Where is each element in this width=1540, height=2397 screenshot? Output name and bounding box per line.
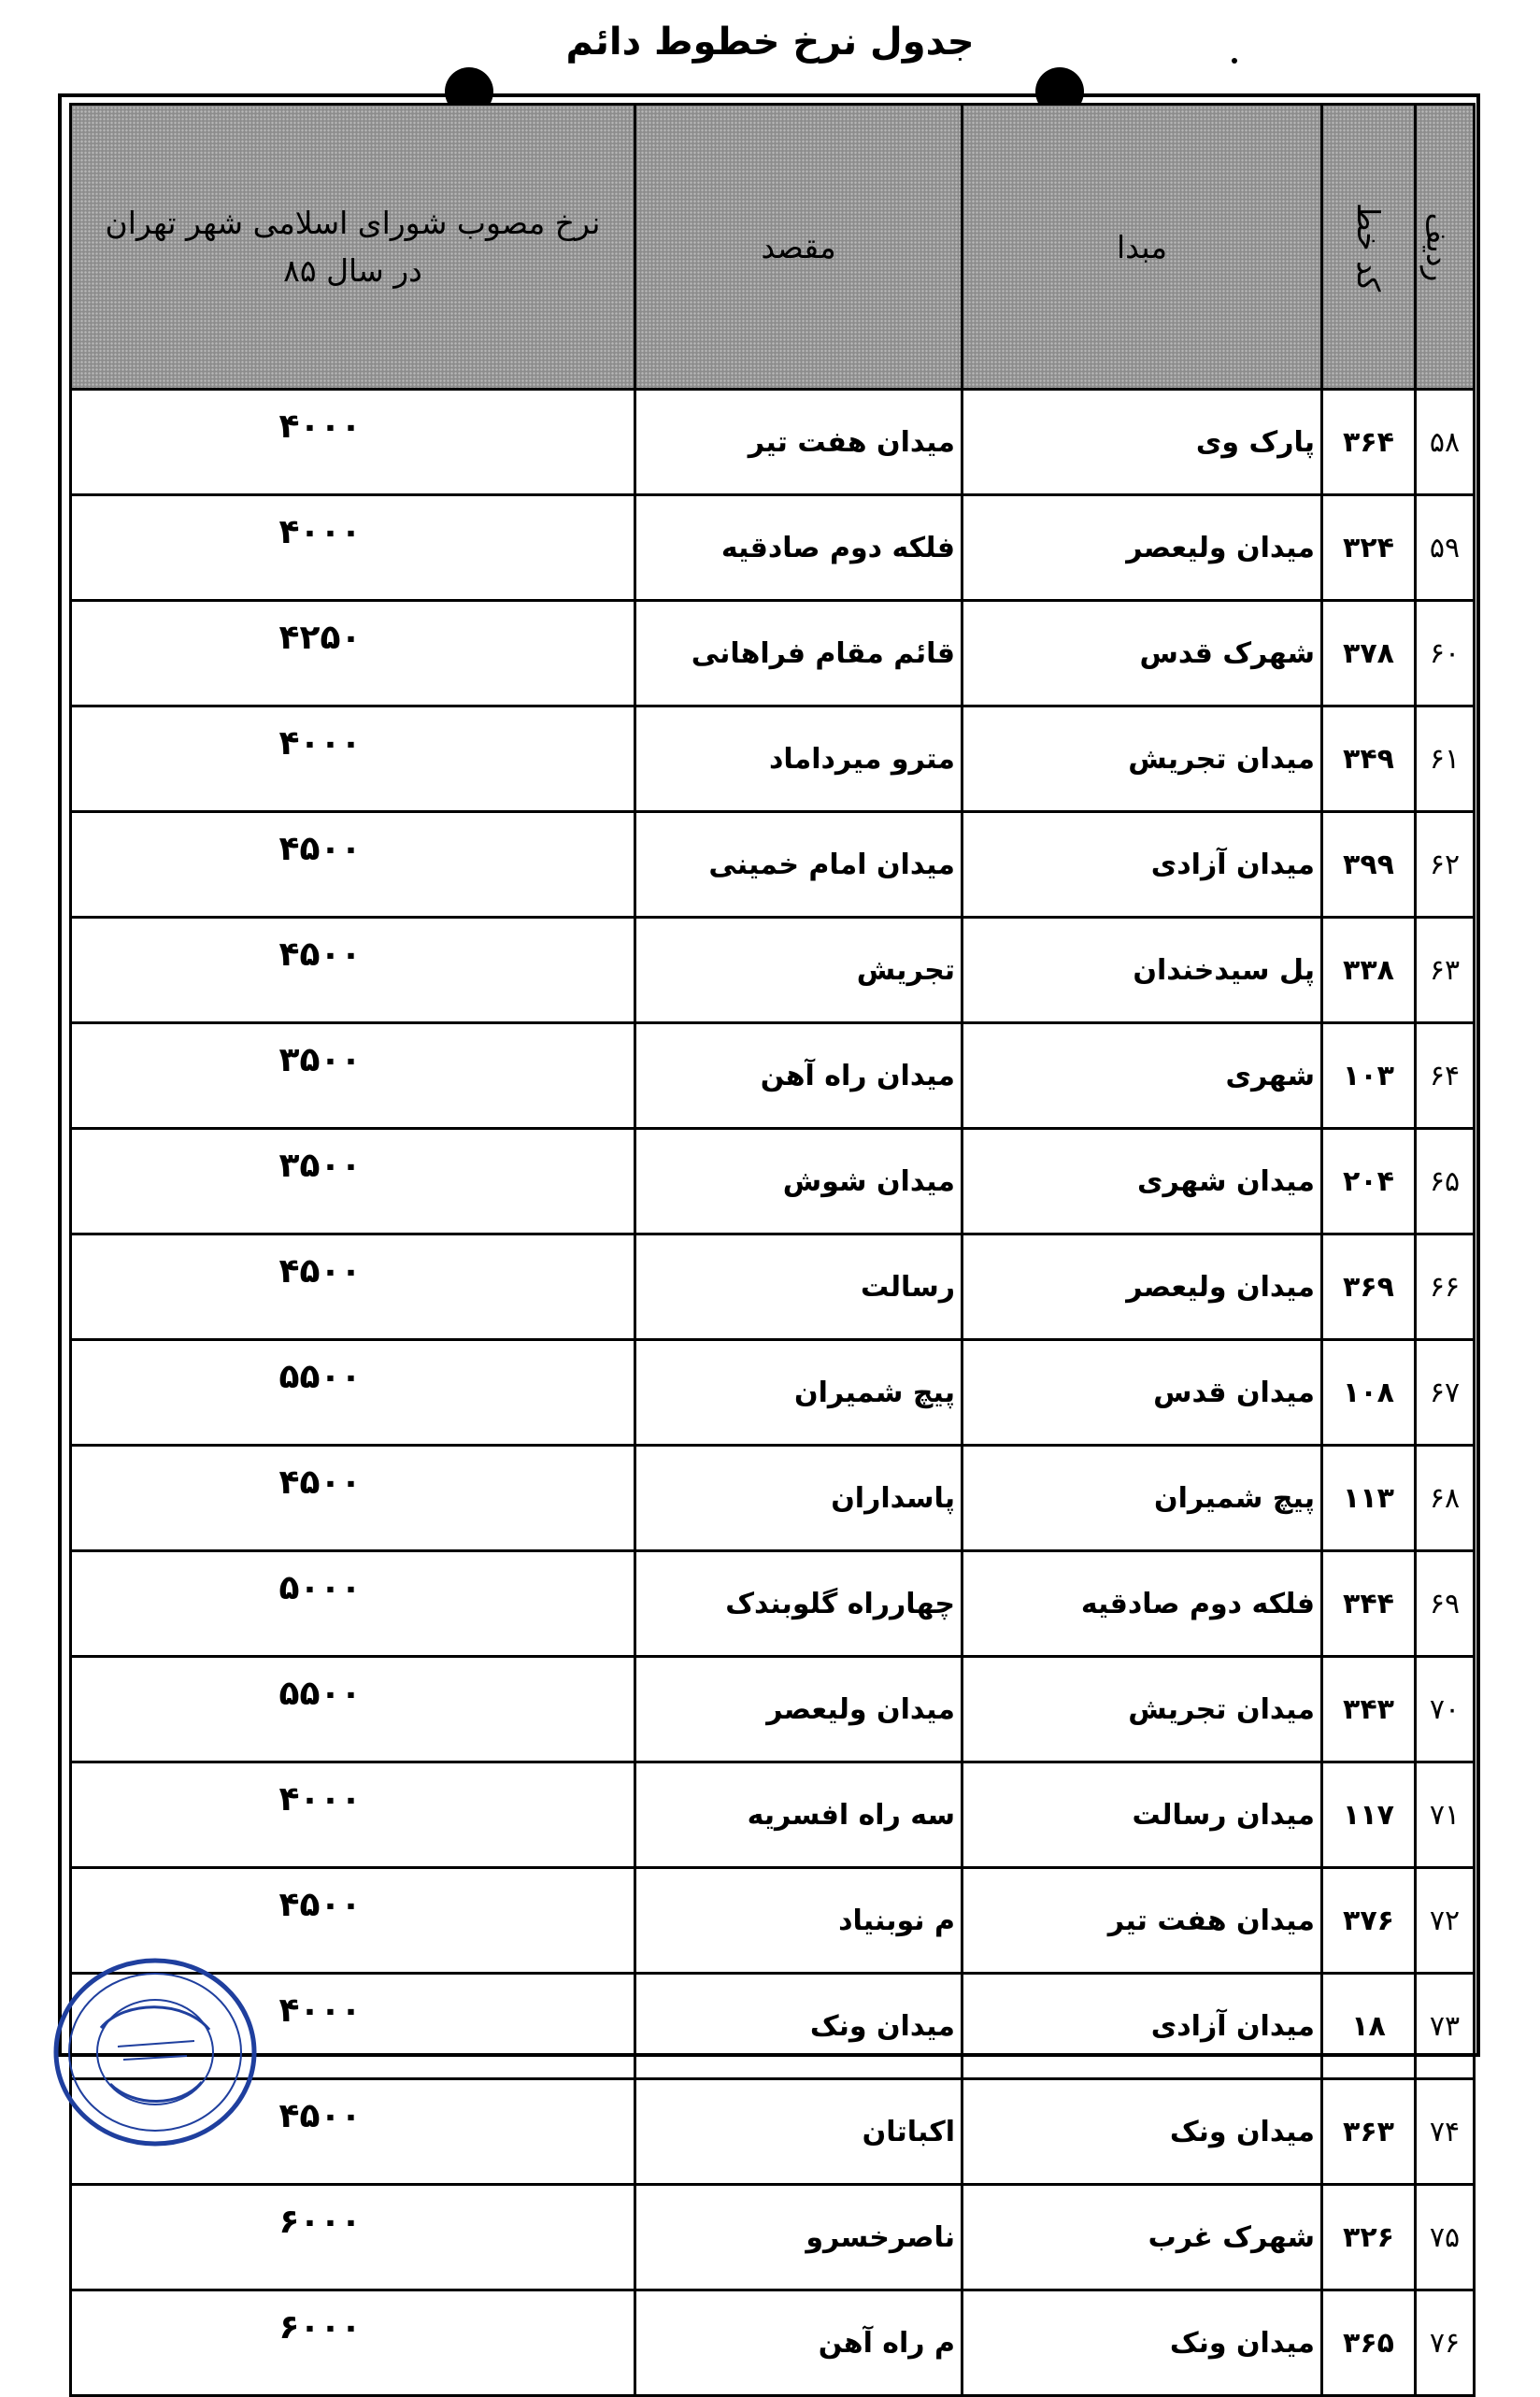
destination-cell: میدان امام خمینی <box>635 812 962 918</box>
row-number-cell: ۶۷ <box>1416 1340 1475 1446</box>
header-origin: مبدا <box>962 105 1322 390</box>
destination-cell: میدان ونک <box>635 1974 962 2079</box>
rate-table <box>69 103 1476 2397</box>
fare-cell: ۴۰۰۰ <box>71 495 635 601</box>
fare-cell: ۴۵۰۰ <box>71 1868 635 1974</box>
line-code-cell: ۳۲۴ <box>1322 495 1416 601</box>
table-header-row <box>71 105 1475 390</box>
table-body <box>71 390 1475 2396</box>
fare-cell: ۴۵۰۰ <box>71 918 635 1023</box>
table-row <box>71 1446 1475 1551</box>
destination-cell: سه راه افسریه <box>635 1762 962 1868</box>
row-number-cell: ۷۱ <box>1416 1762 1475 1868</box>
line-code-cell: ۳۶۹ <box>1322 1234 1416 1340</box>
table-row <box>71 1868 1475 1974</box>
fare-cell: ۴۰۰۰ <box>71 390 635 495</box>
table-row <box>71 1340 1475 1446</box>
line-code-cell: ۲۰۴ <box>1322 1129 1416 1234</box>
origin-cell: میدان ولیعصر <box>962 1234 1322 1340</box>
row-number-cell: ۶۵ <box>1416 1129 1475 1234</box>
row-number-cell: ۷۰ <box>1416 1657 1475 1762</box>
line-code-cell: ۱۸ <box>1322 1974 1416 2079</box>
table-row <box>71 812 1475 918</box>
origin-cell: میدان آزادی <box>962 812 1322 918</box>
row-number-cell: ۶۱ <box>1416 706 1475 812</box>
destination-cell: م نوبنیاد <box>635 1868 962 1974</box>
destination-cell: رسالت <box>635 1234 962 1340</box>
page-title: جدول نرخ خطوط دائم <box>565 21 975 64</box>
fare-cell: ۴۰۰۰ <box>71 1762 635 1868</box>
destination-cell: ناصرخسرو <box>635 2185 962 2290</box>
table-row <box>71 1129 1475 1234</box>
header-row-number-label: ردیف <box>1419 212 1457 281</box>
destination-cell: میدان راه آهن <box>635 1023 962 1129</box>
line-code-cell: ۳۲۶ <box>1322 2185 1416 2290</box>
origin-cell: میدان قدس <box>962 1340 1322 1446</box>
origin-cell: شهری <box>962 1023 1322 1129</box>
line-code-cell: ۱۰۸ <box>1322 1340 1416 1446</box>
table-row <box>71 918 1475 1023</box>
fare-cell: ۴۵۰۰ <box>71 1234 635 1340</box>
line-code-cell: ۳۴۳ <box>1322 1657 1416 1762</box>
fare-cell: ۴۰۰۰ <box>71 1974 635 2079</box>
table-row <box>71 706 1475 812</box>
origin-cell: میدان هفت تیر <box>962 1868 1322 1974</box>
fare-cell: ۴۵۰۰ <box>71 1446 635 1551</box>
table-row <box>71 1657 1475 1762</box>
speck <box>1232 58 1237 64</box>
fare-cell: ۶۰۰۰ <box>71 2290 635 2396</box>
destination-cell: م راه آهن <box>635 2290 962 2396</box>
row-number-cell: ۷۲ <box>1416 1868 1475 1974</box>
row-number-cell: ۷۴ <box>1416 2079 1475 2185</box>
row-number-cell: ۶۶ <box>1416 1234 1475 1340</box>
table-row <box>71 2185 1475 2290</box>
table-row <box>71 1974 1475 2079</box>
line-code-cell: ۳۴۴ <box>1322 1551 1416 1657</box>
fare-cell: ۴۰۰۰ <box>71 706 635 812</box>
origin-cell: پارک وی <box>962 390 1322 495</box>
row-number-cell: ۷۶ <box>1416 2290 1475 2396</box>
fare-cell: ۵۵۰۰ <box>71 1340 635 1446</box>
table-row <box>71 495 1475 601</box>
origin-cell: میدان تجریش <box>962 706 1322 812</box>
origin-cell: فلکه دوم صادقیه <box>962 1551 1322 1657</box>
fare-cell: ۶۰۰۰ <box>71 2185 635 2290</box>
line-code-cell: ۳۶۴ <box>1322 390 1416 495</box>
line-code-cell: ۳۶۳ <box>1322 2079 1416 2185</box>
line-code-cell: ۱۱۷ <box>1322 1762 1416 1868</box>
row-number-cell: ۵۹ <box>1416 495 1475 601</box>
row-number-cell: ۵۸ <box>1416 390 1475 495</box>
row-number-cell: ۶۰ <box>1416 601 1475 706</box>
table-row <box>71 601 1475 706</box>
header-destination: مقصد <box>635 105 962 390</box>
line-code-cell: ۳۶۵ <box>1322 2290 1416 2396</box>
header-fare <box>71 105 635 390</box>
header-fare-line1: نرخ مصوب شورای اسلامی شهر تهران <box>105 204 601 241</box>
origin-cell: میدان ونک <box>962 2079 1322 2185</box>
destination-cell: میدان شوش <box>635 1129 962 1234</box>
origin-cell: پیچ شمیران <box>962 1446 1322 1551</box>
line-code-cell: ۳۷۸ <box>1322 601 1416 706</box>
line-code-cell: ۳۹۹ <box>1322 812 1416 918</box>
rate-table-frame <box>58 93 1480 2360</box>
header-line-code <box>1322 105 1416 390</box>
destination-cell: اکباتان <box>635 2079 962 2185</box>
origin-cell: شهرک غرب <box>962 2185 1322 2290</box>
fare-cell: ۳۵۰۰ <box>71 1129 635 1234</box>
line-code-cell: ۱۱۳ <box>1322 1446 1416 1551</box>
table-row <box>71 2079 1475 2185</box>
origin-cell: میدان ونک <box>962 2290 1322 2396</box>
header-row-number <box>1416 105 1475 390</box>
origin-cell: میدان ولیعصر <box>962 495 1322 601</box>
row-number-cell: ۶۲ <box>1416 812 1475 918</box>
destination-cell: پاسداران <box>635 1446 962 1551</box>
origin-cell: پل سیدخندان <box>962 918 1322 1023</box>
table-row <box>71 390 1475 495</box>
line-code-cell: ۳۷۶ <box>1322 1868 1416 1974</box>
header-fare-line2: در سال ۸۵ <box>283 252 422 289</box>
row-number-cell: ۷۵ <box>1416 2185 1475 2290</box>
row-number-cell: ۶۹ <box>1416 1551 1475 1657</box>
origin-cell: میدان تجریش <box>962 1657 1322 1762</box>
destination-cell: قائم مقام فراهانی <box>635 601 962 706</box>
line-code-cell: ۱۰۳ <box>1322 1023 1416 1129</box>
fare-cell: ۴۵۰۰ <box>71 2079 635 2185</box>
table-row <box>71 2290 1475 2396</box>
destination-cell: فلکه دوم صادقیه <box>635 495 962 601</box>
origin-cell: میدان آزادی <box>962 1974 1322 2079</box>
table-row <box>71 1762 1475 1868</box>
council-stamp <box>45 1944 269 2149</box>
destination-cell: چهارراه گلوبندک <box>635 1551 962 1657</box>
table-row <box>71 1023 1475 1129</box>
row-number-cell: ۶۴ <box>1416 1023 1475 1129</box>
row-number-cell: ۶۳ <box>1416 918 1475 1023</box>
table-row <box>71 1234 1475 1340</box>
destination-cell: میدان ولیعصر <box>635 1657 962 1762</box>
origin-cell: میدان رسالت <box>962 1762 1322 1868</box>
fare-cell: ۵۰۰۰ <box>71 1551 635 1657</box>
destination-cell: تجریش <box>635 918 962 1023</box>
destination-cell: میدان هفت تیر <box>635 390 962 495</box>
destination-cell: مترو میرداماد <box>635 706 962 812</box>
fare-cell: ۳۵۰۰ <box>71 1023 635 1129</box>
row-number-cell: ۷۳ <box>1416 1974 1475 2079</box>
header-line-code-label: کد خط <box>1350 202 1387 292</box>
destination-cell: پیچ شمیران <box>635 1340 962 1446</box>
table-row <box>71 1551 1475 1657</box>
origin-cell: میدان شهری <box>962 1129 1322 1234</box>
row-number-cell: ۶۸ <box>1416 1446 1475 1551</box>
origin-cell: شهرک قدس <box>962 601 1322 706</box>
fare-cell: ۴۲۵۰ <box>71 601 635 706</box>
line-code-cell: ۳۴۹ <box>1322 706 1416 812</box>
fare-cell: ۵۵۰۰ <box>71 1657 635 1762</box>
line-code-cell: ۳۳۸ <box>1322 918 1416 1023</box>
fare-cell: ۴۵۰۰ <box>71 812 635 918</box>
